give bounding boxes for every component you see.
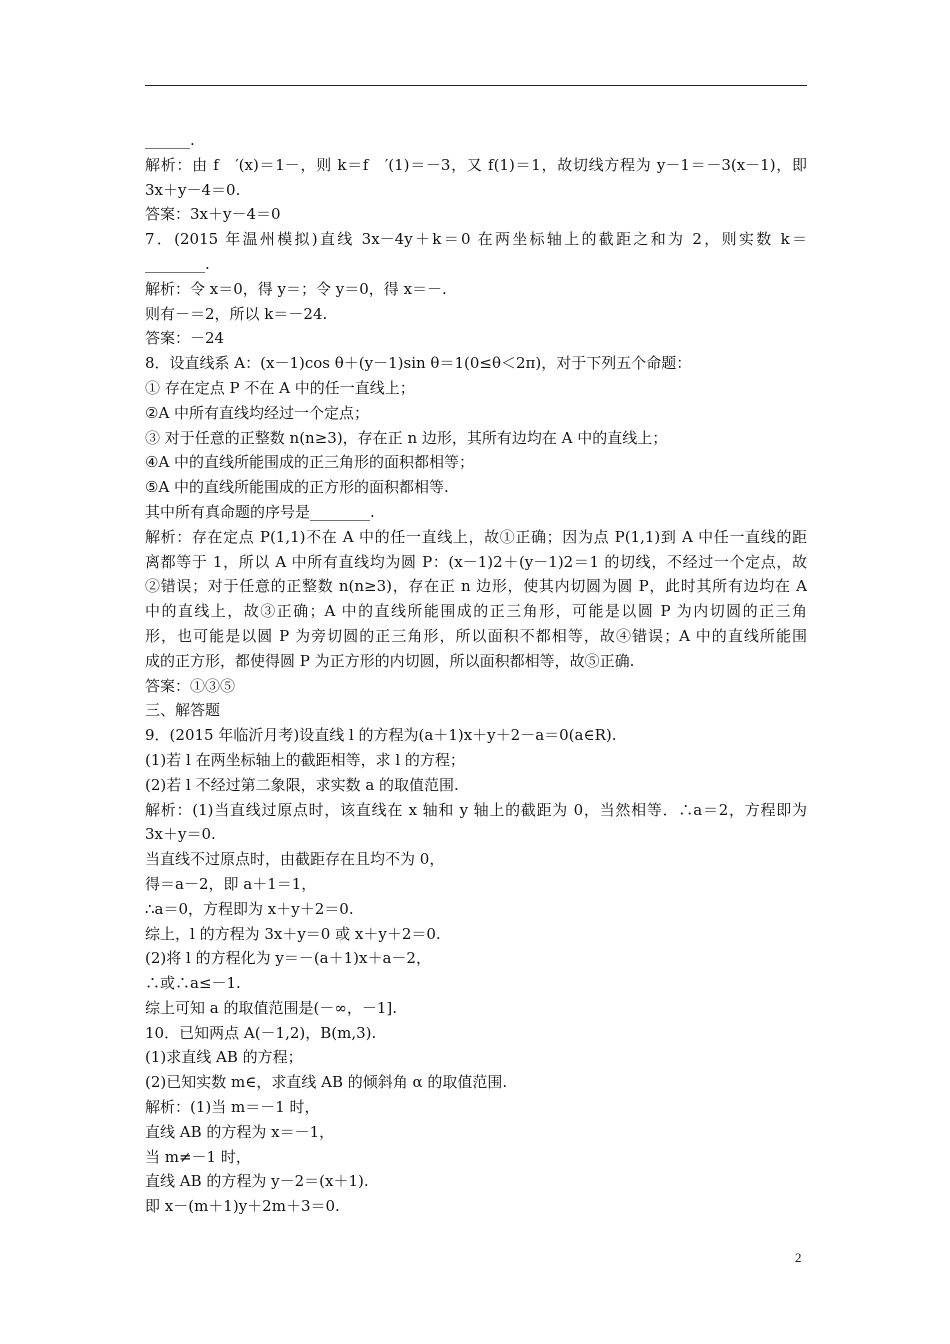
text-line: 3x＋y－4＝0. bbox=[145, 180, 241, 199]
text-line: 解析：(1)当 m＝－1 时， bbox=[145, 1098, 320, 1117]
text-line: 答案：－24 bbox=[145, 329, 225, 348]
text-line: 当 m≠－1 时， bbox=[145, 1147, 251, 1166]
text-line: ______. bbox=[145, 131, 195, 149]
text-line: 即 x－(m＋1)y＋2m＋3＝0. bbox=[145, 1197, 340, 1216]
text-line: 得＝a－2，即 a＋1＝1， bbox=[145, 874, 317, 893]
text-line: ________. bbox=[145, 254, 210, 273]
text-line: ④A 中的直线所能围成的正三角形的面积都相等； bbox=[145, 453, 475, 472]
text-line: ②A 中所有直线均经过一个定点； bbox=[145, 403, 370, 422]
text-line: 直线 AB 的方程为 y－2＝(x＋1). bbox=[145, 1172, 369, 1191]
text-line: 三、解答题 bbox=[145, 701, 221, 720]
text-line: ① 存在定点 P 不在 A 中的任一直线上； bbox=[145, 378, 415, 397]
text-line: 离都等于 1，所以 A 中所有直线均为圆 P：(x－1)2＋(y－1)2＝1 的切线，不经过一个定点，故 bbox=[145, 552, 807, 571]
text-line: ⑤A 中的直线所能围成的正方形的面积都相等. bbox=[145, 478, 449, 497]
text-line: ∴或∴a≤－1. bbox=[145, 974, 241, 993]
text-line: 其中所有真命题的序号是________. bbox=[145, 502, 375, 521]
text-line: 解析：由 f ′(x)＝1－，则 k＝f ′(1)＝－3，又 f(1)＝1，故切线方程为 y－1＝－3(x－1)，即 bbox=[145, 155, 807, 174]
document-body bbox=[145, 128, 807, 1219]
text-line: 解析：(1)当直线过原点时，该直线在 x 轴和 y 轴上的截距为 0，当然相等．∴a＝2，方程即为 bbox=[145, 800, 807, 819]
text-line: 7．(2015 年温州模拟)直线 3x－4y＋k＝0 在两坐标轴上的截距之和为 2，则实数 k＝ bbox=[145, 230, 807, 249]
text-line: (2)若 l 不经过第二象限，求实数 a 的取值范围. bbox=[145, 775, 459, 794]
text-line: ③ 对于任意的正整数 n(n≥3)，存在正 n 边形，其所有边均在 A 中的直线上； bbox=[145, 428, 668, 447]
text-line: 综上可知 a 的取值范围是(－∞，－1]. bbox=[145, 998, 397, 1017]
text-line: 形，也可能是以圆 P 为旁切圆的正三角形，所以面积不都相等，故④错误；A 中的直线所能围 bbox=[145, 626, 807, 645]
text-line: 中的直线上，故③正确；A 中的直线所能围成的正三角形，可能是以圆 P 为内切圆的正三角 bbox=[145, 602, 807, 621]
text-line: ②错误；对于任意的正整数 n(n≥3)，存在正 n 边形，使其内切圆为圆 P，此时其所有边均在 A bbox=[145, 577, 807, 596]
text-line: 当直线不过原点时，由截距存在且均不为 0， bbox=[145, 850, 445, 869]
page-number: 2 bbox=[795, 1250, 802, 1265]
text-line: 答案：①③⑤ bbox=[145, 676, 236, 695]
text-line: ∴a＝0，方程即为 x＋y＋2＝0. bbox=[145, 899, 354, 918]
text-line: 直线 AB 的方程为 x＝－1， bbox=[145, 1122, 335, 1141]
text-line: 则有－＝2，所以 k＝－24. bbox=[145, 304, 328, 323]
text-line: 综上，l 的方程为 3x＋y＝0 或 x＋y＋2＝0. bbox=[145, 924, 441, 943]
text-line: 10．已知两点 A(－1,2)，B(m,3). bbox=[145, 1023, 377, 1042]
text-line: 解析：存在定点 P(1,1)不在 A 中的任一直线上，故①正确；因为点 P(1,1)到 A 中任一直线的距 bbox=[145, 527, 807, 546]
text-line: 9．(2015 年临沂月考)设直线 l 的方程为(a＋1)x＋y＋2－a＝0(a∈R). bbox=[145, 726, 617, 745]
text-line: 解析：令 x＝0，得 y＝；令 y＝0，得 x＝－. bbox=[145, 279, 447, 298]
header-rule bbox=[145, 85, 807, 86]
text-line: (2)将 l 的方程化为 y＝－(a＋1)x＋a－2， bbox=[145, 949, 431, 968]
text-line: (2)已知实数 m∈，求直线 AB 的倾斜角 α 的取值范围. bbox=[145, 1073, 508, 1092]
text-line: 成的正方形，都使得圆 P 为正方形的内切圆，所以面积都相等，故⑤正确. bbox=[145, 651, 635, 670]
text-line: 8．设直线系 A：(x－1)cos θ＋(y－1)sin θ＝1(0≤θ＜2π)，对于下列五个命题： bbox=[145, 354, 692, 373]
text-line: 3x＋y＝0. bbox=[145, 825, 216, 844]
text-line: (1)求直线 AB 的方程； bbox=[145, 1048, 303, 1067]
text-line: (1)若 l 在两坐标轴上的截距相等，求 l 的方程； bbox=[145, 750, 465, 769]
text-line: 答案：3x＋y－4＝0 bbox=[145, 205, 281, 224]
